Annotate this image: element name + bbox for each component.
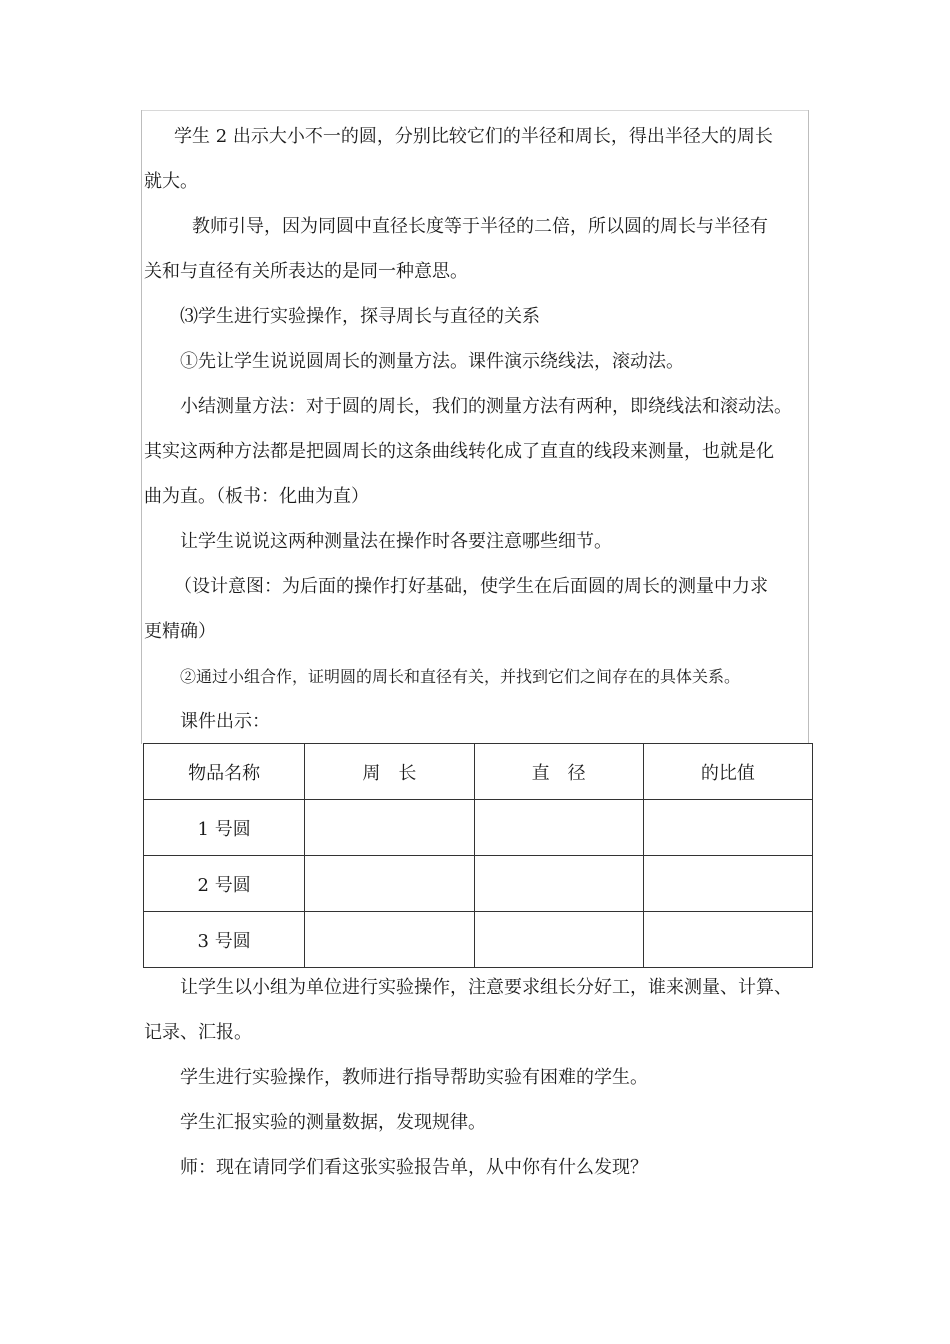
paragraph: ②通过小组合作，证明圆的周长和直径有关，并找到它们之间存在的具体关系。 <box>180 667 741 686</box>
paragraph: 记录、汇报。 <box>144 1022 252 1043</box>
paragraph: 教师引导，因为同圆中直径长度等于半径的二倍，所以圆的周长与半径有 <box>192 216 768 237</box>
paragraph: 更精确） <box>144 621 216 642</box>
table-cell <box>474 856 643 912</box>
paragraph: 其实这两种方法都是把圆周长的这条曲线转化成了直直的线段来测量，也就是化 <box>144 441 774 462</box>
paragraph: 让学生以小组为单位进行实验操作，注意要求组长分好工，谁来测量、计算、 <box>180 977 792 998</box>
table-header-cell: 的比值 <box>643 744 812 800</box>
paragraph: 学生汇报实验的测量数据，发现规律。 <box>180 1112 486 1133</box>
table-header-row <box>144 744 813 800</box>
table-row <box>144 856 813 912</box>
table-cell <box>474 800 643 856</box>
table-cell <box>643 912 812 968</box>
paragraph: 小结测量方法：对于圆的周长，我们的测量方法有两种，即绕线法和滚动法。 <box>180 396 792 417</box>
table-cell <box>474 912 643 968</box>
table-cell <box>643 800 812 856</box>
table-cell <box>305 856 474 912</box>
paragraph: 曲为直。（板书：化曲为直） <box>144 486 369 507</box>
paragraph: 让学生说说这两种测量法在操作时各要注意哪些细节。 <box>180 531 612 552</box>
paragraph: ⑶学生进行实验操作，探寻周长与直径的关系 <box>180 306 540 327</box>
table-cell: 3 号圆 <box>144 912 305 968</box>
table-cell <box>305 912 474 968</box>
table-cell <box>305 800 474 856</box>
frame-left-border <box>141 110 142 744</box>
table-row <box>144 912 813 968</box>
paragraph: 课件出示： <box>180 711 270 732</box>
paragraph: ①先让学生说说圆周长的测量方法。课件演示绕线法，滚动法。 <box>180 351 684 372</box>
paragraph: 关和与直径有关所表达的是同一种意思。 <box>144 261 468 282</box>
paragraph: 就大。 <box>144 171 198 192</box>
paragraph: 师：现在请同学们看这张实验报告单，从中你有什么发现？ <box>180 1157 648 1178</box>
paragraph: 学生进行实验操作，教师进行指导帮助实验有困难的学生。 <box>180 1067 648 1088</box>
table-header-cell: 物品名称 <box>144 744 305 800</box>
experiment-table <box>143 743 813 968</box>
table-header-cell: 周 长 <box>305 744 474 800</box>
paragraph: （设计意图：为后面的操作打好基础，使学生在后面圆的周长的测量中力求 <box>174 576 768 597</box>
table-header-cell: 直 径 <box>474 744 643 800</box>
table-row <box>144 800 813 856</box>
table-cell: 2 号圆 <box>144 856 305 912</box>
table-cell: 1 号圆 <box>144 800 305 856</box>
table-cell <box>643 856 812 912</box>
paragraph: 学生 2 出示大小不一的圆，分别比较它们的半径和周长，得出半径大的周长 <box>174 126 773 147</box>
frame-top-border <box>141 110 809 111</box>
frame-right-border <box>808 110 809 744</box>
